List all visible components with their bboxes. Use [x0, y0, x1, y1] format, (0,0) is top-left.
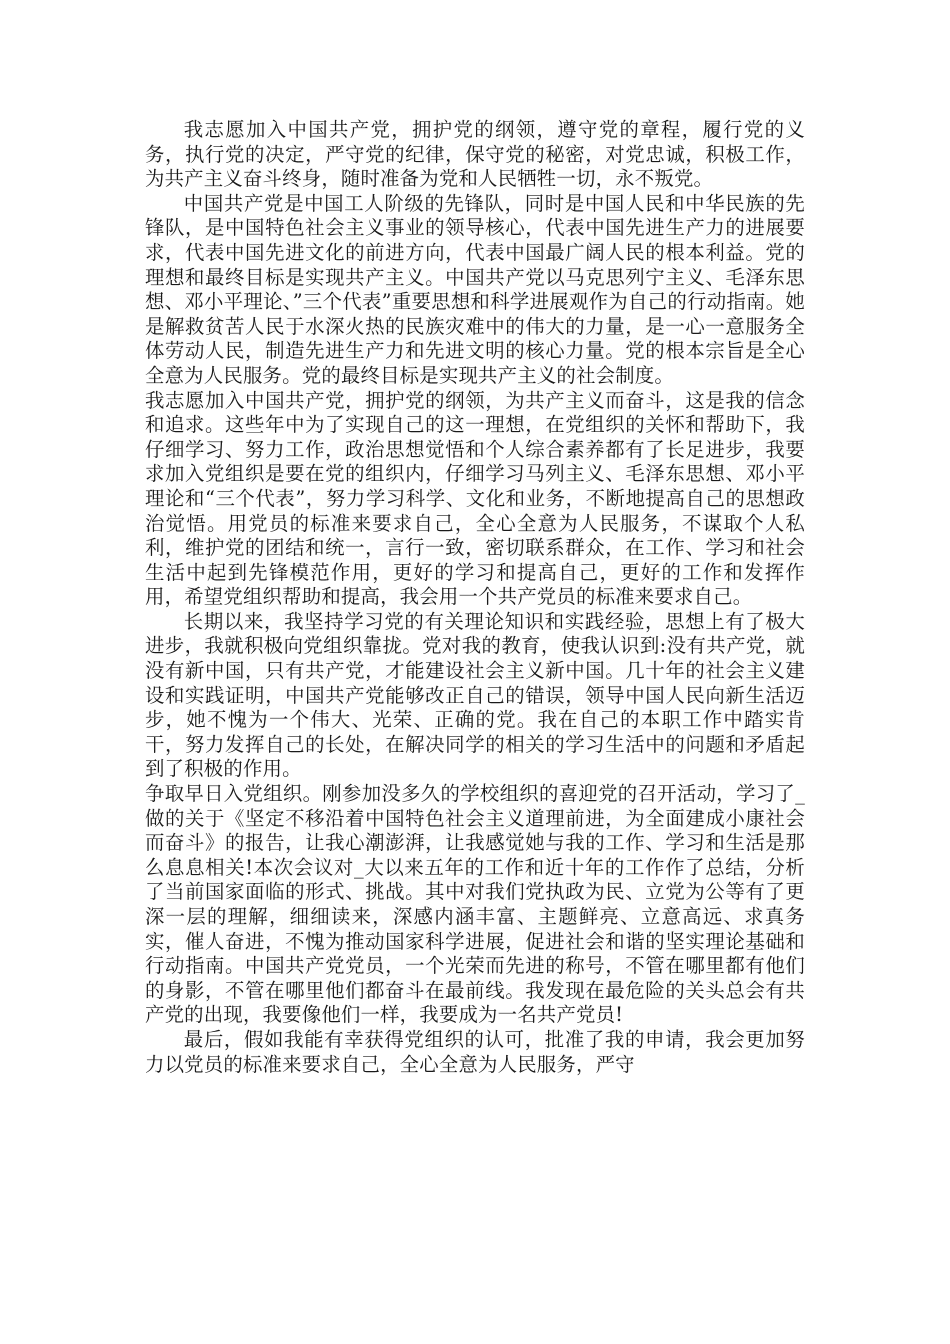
- paragraph-learning-progress: 长期以来，我坚持学习党的有关理论知识和实践经验，思想上有了极大进步，我就积极向党组织靠拢。党对我的教育，使我认识到:没有共产党，就没有新中国，只有共产党，才能建设社会主义新中国。几十年的社会主义建设和实践证明，中国共产党能够改正自己的错误，领导中国人民向新生活迈步，她不愧为一个伟大、光荣、正确的党。我在自己的本职工作中踏实肯干，努力发挥自己的长处，在解决同学的相关的学习生活中的问题和矛盾起到了积极的作用。: [145, 609, 805, 781]
- paragraph-meeting-reflection: 争取早日入党组织。刚参加没多久的学校组织的喜迎党的召开活动，学习了_做的关于《坚定不移沿着中国特色社会主义道理前进，为全面建成小康社会而奋斗》的报告，让我心潮澎湃，让我感觉她与我的工作、学习和生活是那么息息相关!本次会议对_大以来五年的工作和近十年的工作作了总结，分析了当前国家面临的形式、挑战。其中对我们党执政为民、立党为公等有了更深一层的理解，细细读来，深感内涵丰富、主题鲜亮、立意高远、求真务实，催人奋进，不愧为推动国家科学进展，促进社会和谐的坚实理论基础和行动指南。中国共产党党员，一个光荣而先进的称号，不管在哪里都有他们的身影，不管在哪里他们都奋斗在最前线。我发现在最危险的关头总会有共产党的出现，我要像他们一样，我要成为一名共产党员!: [145, 782, 805, 1027]
- paragraph-party-introduction: 中国共产党是中国工人阶级的先锋队，同时是中国人民和中华民族的先锋队，是中国特色社会主义事业的领导核心，代表中国先进生产力的进展要求，代表中国先进文化的前进方向，代表中国最广阔人民的根本利益。党的理想和最终目标是实现共产主义。中国共产党以马克思列宁主义、毛泽东思想、邓小平理论、”三个代表”重要思想和科学进展观作为自己的行动指南。她是解救贫苦人民于水深火热的民族灾难中的伟大的力量，是一心一意服务全体劳动人民，制造先进生产力和先进文明的核心力量。党的根本宗旨是全心全意为人民服务。党的最终目标是实现共产主义的社会制度。: [145, 191, 805, 387]
- paragraph-oath: 我志愿加入中国共产党，拥护党的纲领，遵守党的章程，履行党的义务，执行党的决定，严守党的纪律，保守党的秘密，对党忠诚，积极工作，为共产主义奋斗终身，随时准备为党和人民牺牲一切，永不叛党。: [145, 118, 805, 191]
- document-body: [145, 118, 805, 1077]
- paragraph-personal-aspiration: 我志愿加入中国共产党，拥护党的纲领，为共产主义而奋斗，这是我的信念和追求。这些年中为了实现自己的这一理想，在党组织的关怀和帮助下，我仔细学习、努力工作，政治思想觉悟和个人综合素养都有了长足进步，我要求加入党组织是要在党的组织内，仔细学习马列主义、毛泽东思想、邓小平理论和“三个代表”，努力学习科学、文化和业务，不断地提高自己的思想政治觉悟。用党员的标准来要求自己，全心全意为人民服务，不谋取个人私利，维护党的团结和统一，言行一致，密切联系群众，在工作、学习和社会生活中起到先锋模范作用，更好的学习和提高自己，更好的工作和发挥作用，希望党组织帮助和提高，我会用一个共产党员的标准来要求自己。: [145, 388, 805, 609]
- paragraph-closing: 最后，假如我能有幸获得党组织的认可，批准了我的申请，我会更加努力以党员的标准来要求自己，全心全意为人民服务，严守: [145, 1027, 805, 1076]
